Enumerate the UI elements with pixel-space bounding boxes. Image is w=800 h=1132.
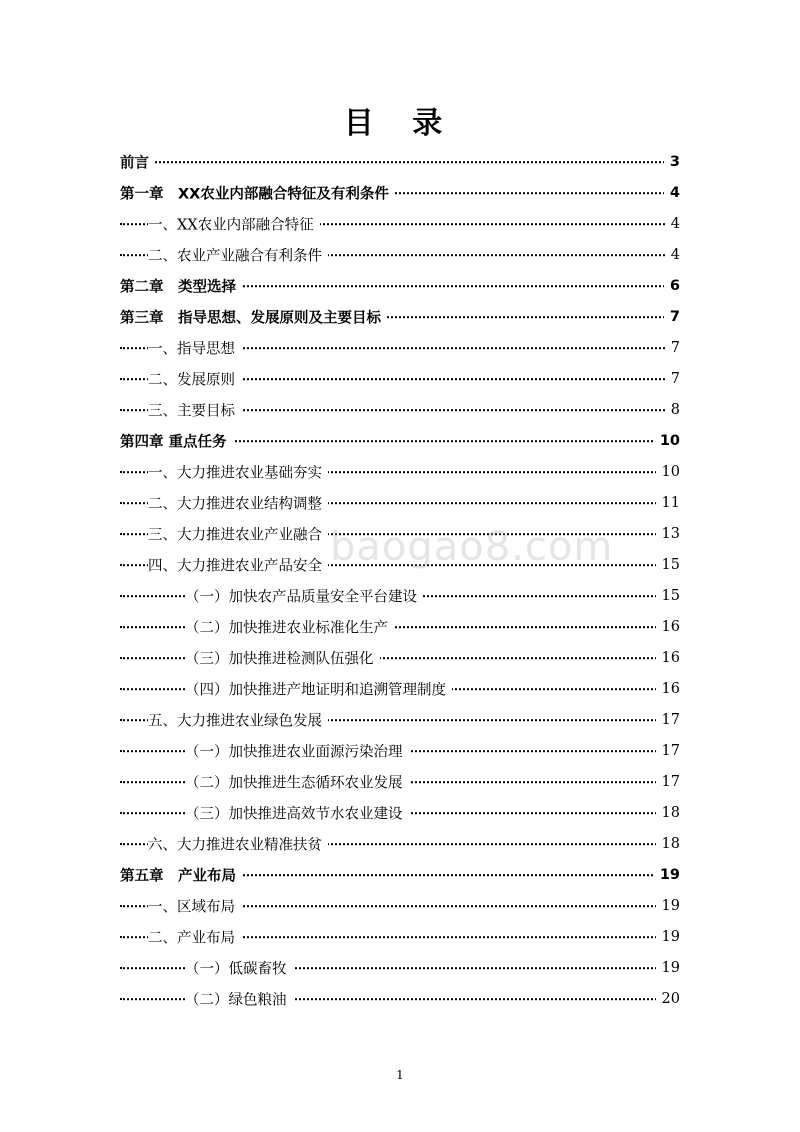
toc-entry-page: 7 <box>665 340 680 356</box>
toc-entry-page: 17 <box>656 774 680 790</box>
toc-entry[interactable] <box>120 580 680 611</box>
toc-entry[interactable] <box>120 177 680 208</box>
toc-entry-label: 二、农业产业融合有利条件 <box>148 244 328 265</box>
toc-entry[interactable] <box>120 301 680 332</box>
toc-entry-label: （二）加快推进生态循环农业发展 <box>185 771 409 792</box>
toc-entry-label: （一）加快推进农业面源污染治理 <box>185 740 409 761</box>
toc-entry-page: 16 <box>656 681 680 697</box>
toc-entry[interactable] <box>120 332 680 363</box>
toc-entry-label: （二）绿色粮油 <box>185 988 293 1009</box>
toc-entry[interactable] <box>120 456 680 487</box>
dot-leader <box>120 161 680 163</box>
toc-entry-page: 7 <box>665 371 680 387</box>
toc-entry-page: 4 <box>665 247 680 263</box>
toc-entry-page: 18 <box>656 805 680 821</box>
toc-entry[interactable] <box>120 921 680 952</box>
toc-entry-label: 五、大力推进农业绿色发展 <box>148 709 328 730</box>
toc-entry-page: 16 <box>656 619 680 635</box>
toc-entry[interactable] <box>120 270 680 301</box>
toc-entry[interactable] <box>120 642 680 673</box>
toc-entry-label: 第四章 重点任务 <box>120 430 233 451</box>
toc-entry-page: 3 <box>664 154 680 170</box>
toc-entry-page: 8 <box>665 402 680 418</box>
toc-entry-label: 二、大力推进农业结构调整 <box>148 492 328 513</box>
toc-entry[interactable] <box>120 890 680 921</box>
toc-entry[interactable] <box>120 952 680 983</box>
toc-entry-label: 二、发展原则 <box>148 368 241 389</box>
toc-entry-page: 4 <box>664 185 680 201</box>
toc-entry[interactable] <box>120 394 680 425</box>
toc-entry-page: 13 <box>656 526 680 542</box>
table-of-contents <box>120 146 680 1014</box>
toc-entry[interactable] <box>120 766 680 797</box>
toc-entry[interactable] <box>120 797 680 828</box>
toc-entry-label: 第三章 指导思想、发展原则及主要目标 <box>120 306 387 327</box>
toc-entry[interactable] <box>120 239 680 270</box>
toc-entry[interactable] <box>120 208 680 239</box>
toc-entry-label: （三）加快推进高效节水农业建设 <box>185 802 409 823</box>
toc-entry[interactable] <box>120 487 680 518</box>
toc-entry-page: 17 <box>656 743 680 759</box>
toc-entry-label: 前言 <box>120 151 155 172</box>
toc-entry-page: 4 <box>665 216 680 232</box>
toc-entry-page: 18 <box>656 836 680 852</box>
toc-entry[interactable] <box>120 673 680 704</box>
toc-entry-label: 第五章 产业布局 <box>120 864 242 885</box>
toc-entry-label: （一）加快农产品质量安全平台建设 <box>185 585 423 606</box>
toc-entry[interactable] <box>120 859 680 890</box>
toc-entry[interactable] <box>120 611 680 642</box>
toc-entry-label: （一）低碳畜牧 <box>185 957 293 978</box>
toc-entry-label: 三、大力推进农业产业融合 <box>148 523 328 544</box>
toc-entry-label: （四）加快推进产地证明和追溯管理制度 <box>185 678 452 699</box>
toc-entry-label: 六、大力推进农业精准扶贫 <box>148 833 328 854</box>
toc-entry-label: 第二章 类型选择 <box>120 275 242 296</box>
watermark: baogao8.com <box>330 524 614 570</box>
toc-entry-label: 四、大力推进农业产品安全 <box>148 554 328 575</box>
toc-entry-label: （二）加快推进农业标准化生产 <box>185 616 394 637</box>
toc-entry-page: 6 <box>664 278 680 294</box>
toc-entry-page: 10 <box>654 433 680 449</box>
toc-entry-page: 19 <box>654 867 680 883</box>
toc-entry[interactable] <box>120 146 680 177</box>
toc-entry-page: 19 <box>656 929 680 945</box>
toc-entry-page: 17 <box>656 712 680 728</box>
toc-entry-page: 15 <box>656 557 680 573</box>
page-number-footer: 1 <box>396 1068 404 1082</box>
toc-entry[interactable] <box>120 363 680 394</box>
toc-entry-label: 第一章 XX农业内部融合特征及有利条件 <box>120 182 395 203</box>
toc-entry-label: 一、大力推进农业基础夯实 <box>148 461 328 482</box>
toc-entry[interactable] <box>120 983 680 1014</box>
toc-entry-label: 一、指导思想 <box>148 337 241 358</box>
toc-entry[interactable] <box>120 735 680 766</box>
toc-entry-label: 三、主要目标 <box>148 399 241 420</box>
toc-entry-label: （三）加快推进检测队伍强化 <box>185 647 380 668</box>
toc-entry-page: 7 <box>664 309 680 325</box>
toc-entry[interactable] <box>120 425 680 456</box>
toc-entry[interactable] <box>120 704 680 735</box>
toc-entry-page: 16 <box>656 650 680 666</box>
toc-entry[interactable] <box>120 828 680 859</box>
toc-entry-page: 20 <box>656 991 680 1007</box>
toc-entry-page: 10 <box>656 464 680 480</box>
toc-entry-label: 一、XX农业内部融合特征 <box>148 213 320 234</box>
toc-entry-page: 19 <box>656 960 680 976</box>
toc-entry-label: 一、区域布局 <box>148 895 241 916</box>
toc-entry-page: 15 <box>656 588 680 604</box>
toc-entry-label: 二、产业布局 <box>148 926 241 947</box>
toc-entry-page: 19 <box>656 898 680 914</box>
toc-entry-page: 11 <box>656 495 680 511</box>
page-title: 目 录 <box>343 106 457 141</box>
